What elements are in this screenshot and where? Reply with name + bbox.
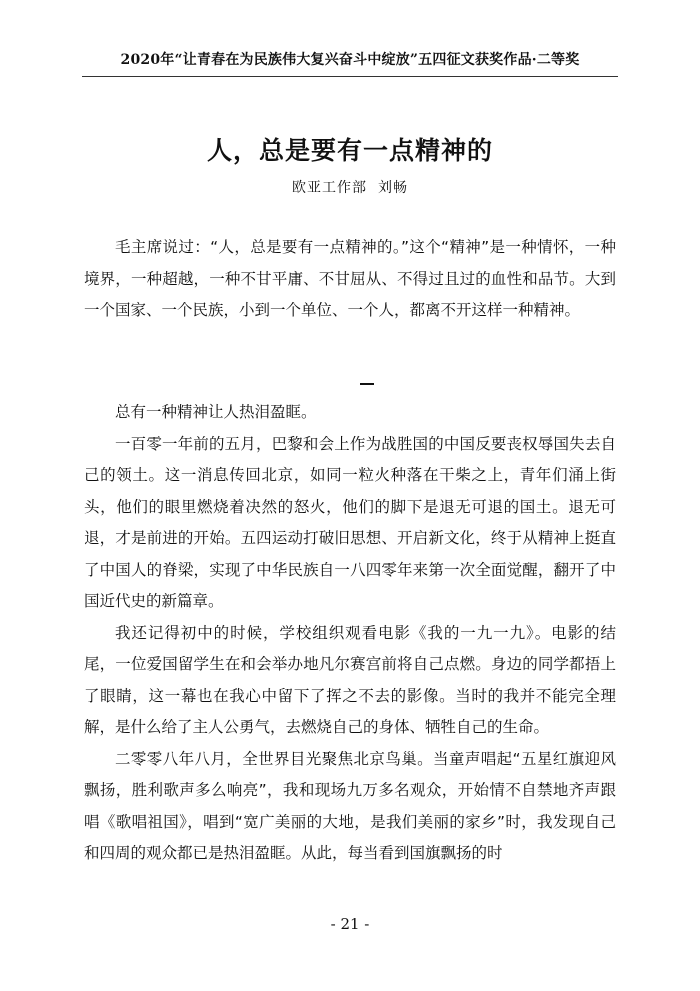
body-paragraph-3: 我还记得初中的时候，学校组织观看电影《我的一九一九》。电影的结尾，一位爱国留学生在和会举办地凡尔赛宫前将自己点燃。身边的同学都捂上了眼睛，这一幕也在我心中留下了挥之不去的影像。当时的我并不能完全理解，是什么给了主人公勇气，去燃烧自己的身体、牺牲自己的生命。 [84,623,616,736]
body-section [84,397,616,870]
header-rule [82,76,618,77]
intro-section [84,232,616,327]
intro-paragraph: 毛主席说过：“人，总是要有一点精神的。”这个“精神”是一种情怀，一种境界，一种超越，一种不甘平庸、不甘屈从、不得过且过的血性和品节。大到一个国家、一个民族，小到一个单位、一个人，都离不开这样一种精神。 [84,238,616,319]
body-paragraph-4: 二零零八年八月，全世界目光聚焦北京鸟巢。当童声唱起“五星红旗迎风飘扬，胜利歌声多么响亮”，我和现场九万多名观众，开始情不自禁地齐声跟唱《歌唱祖国》，唱到“宽广美丽的大地，是我们美丽的家乡”时，我发现自己和四周的观众都已是热泪盈眶。从此，每当看到国旗飘扬的时 [84,749,616,862]
page-title: 人，总是要有一点精神的 [206,136,493,165]
section-numeral-one [360,383,374,385]
author-byline: 欧亚工作部 刘畅 [292,180,408,196]
body-paragraph-1: 总有一种精神让人热泪盈眶。 [115,403,317,421]
page-number: - 21 - [330,915,370,933]
running-header: 2020年“让青春在为民族伟大复兴奋斗中绽放”五四征文获奖作品·二等奖 [120,52,580,68]
body-paragraph-2: 一百零一年前的五月，巴黎和会上作为战胜国的中国反要丧权辱国失去自己的领土。这一消息传回北京，如同一粒火种落在干柴之上，青年们涌上街头，他们的眼里燃烧着决然的怒火，他们的脚下是退无可退的国土。退无可退，才是前进的开始。五四运动打破旧思想、开启新文化，终于从精神上挺直了中国人的脊梁，实现了中华民族自一八四零年来第一次全面觉醒，翻开了中国近代史的新篇章。 [84,434,616,610]
